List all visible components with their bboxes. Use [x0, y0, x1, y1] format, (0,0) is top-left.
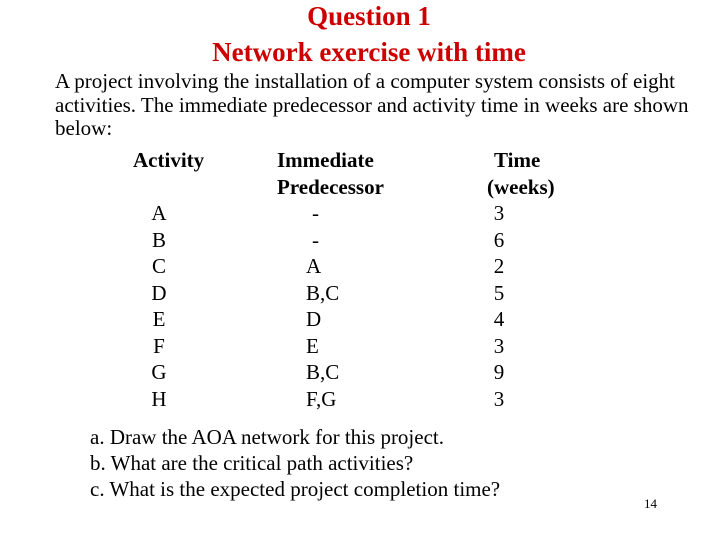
predecessor-cell: E — [306, 333, 319, 358]
page-number: 14 — [644, 496, 657, 511]
predecessor-cell: B,C — [306, 360, 340, 384]
activity-cell: G — [151, 360, 167, 384]
title-line-1: Question 1 — [307, 1, 431, 31]
activity-cell: H — [151, 386, 167, 411]
question-c: c. What is the expected project completion time? — [90, 477, 501, 501]
header-time-line1: Time — [494, 148, 541, 172]
header-predecessor-line1: Immediate — [277, 148, 374, 172]
activity-cell: F — [153, 333, 165, 358]
predecessor-cell: A — [306, 254, 322, 278]
activity-cell: E — [152, 307, 166, 331]
time-cell: 3 — [493, 386, 505, 411]
time-cell: 3 — [493, 201, 505, 225]
activity-cell: D — [151, 280, 167, 305]
header-time-line2: (weeks) — [487, 175, 555, 199]
time-cell: 6 — [493, 227, 505, 252]
predecessor-cell: - — [312, 227, 319, 252]
question-b: b. What are the critical path activities? — [90, 451, 414, 475]
predecessor-cell: D — [306, 307, 322, 331]
header-predecessor-line2: Predecessor — [277, 175, 384, 199]
time-cell: 2 — [493, 254, 505, 278]
predecessor-cell: - — [312, 201, 319, 225]
activity-cell: B — [151, 227, 166, 252]
question-a: a. Draw the AOA network for this project. — [90, 425, 444, 449]
time-cell: 4 — [493, 307, 505, 331]
title-line-2: Network exercise with time — [212, 37, 526, 67]
predecessor-cell: B,C — [306, 280, 340, 305]
time-cell: 3 — [493, 333, 505, 358]
time-cell: 9 — [493, 360, 505, 384]
intro-paragraph: A project involving the installation of a computer system consists of eight activities. The immediate predecessor and activity time in weeks are shown below: — [55, 69, 689, 140]
activity-cell: C — [151, 254, 166, 278]
predecessor-cell: F,G — [306, 386, 337, 411]
activity-cell: A — [151, 201, 167, 225]
header-activity: Activity — [133, 148, 205, 172]
time-cell: 5 — [493, 280, 505, 305]
